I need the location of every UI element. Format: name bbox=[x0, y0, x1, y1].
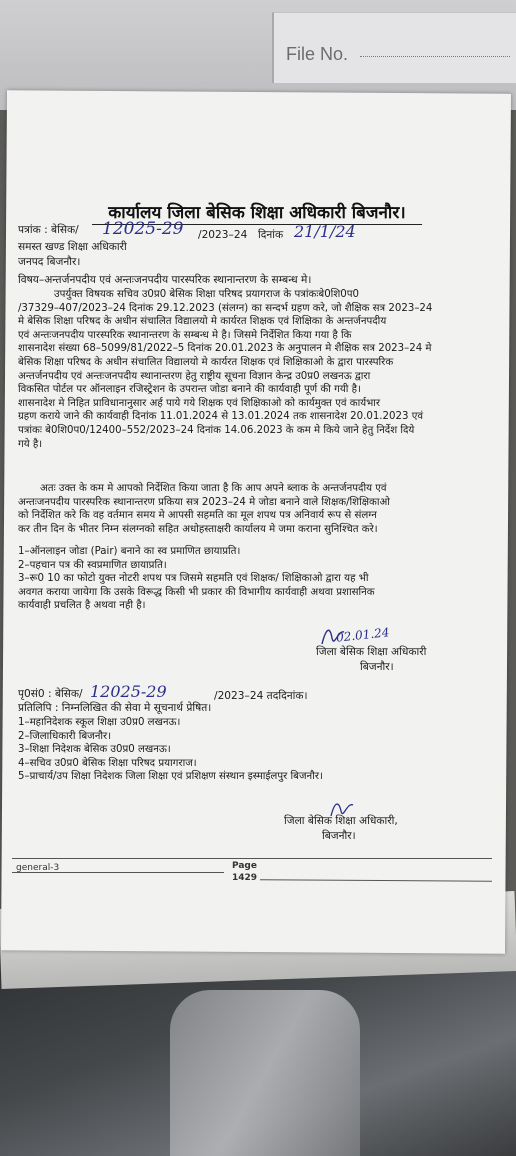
footer-page-number: 1429 bbox=[232, 873, 258, 883]
para1-line: ग्रहण कराये जाने की कार्यवाही दिनांक 11.01.2024 से 13.01.2024 तक शासनादेश 20.01.2023 एवं bbox=[18, 411, 424, 423]
list-item: 4–सचिव उ0प्र0 बेसिक शिक्षा परिषद प्रयागराज। bbox=[18, 757, 197, 769]
copy-ref-prefix: पृ0सं0 : बेसिक/ bbox=[18, 688, 83, 700]
copy-list bbox=[18, 716, 498, 784]
signature-2-place: बिजनौर। bbox=[322, 830, 356, 842]
para1-line: गये है। bbox=[18, 438, 43, 450]
para1-line: मे बेसिक शिक्षा परिषद के अधीन संचालित विद्यालयो मे कार्यरत शिक्षक एवं शिक्षिका के अन्तर्जनपदीय bbox=[18, 316, 387, 328]
list-item: 2–जिलाधिकारी बिजनौर। bbox=[18, 730, 112, 742]
ref-number-handwritten: 12025-29 bbox=[102, 219, 184, 239]
para1-line: विकसित पोर्टल पर ऑनलाइन रजिस्ट्रेशन के उपरान्त जोडा बनाने की कार्यवाही पूर्ण की गयी है। bbox=[18, 384, 361, 396]
footer-left-label: general-3 bbox=[16, 863, 60, 873]
para1-line: पत्रांकः बे0शि0प0/12400–552/2023–24 दिनांक 14.06.2023 के कम मे किये जाने हेतु निर्देश दिये bbox=[18, 424, 415, 436]
ref-year: /2023–24 bbox=[198, 229, 248, 241]
footer-rule bbox=[12, 872, 224, 873]
to-line-2: जनपद बिजनौर। bbox=[18, 256, 81, 268]
para1-line: शासनादेश संख्या 68–5099/81/2022–5 दिनांक 20.01.2023 के अनुपालन मे शैक्षिक सत्र 2023–24 मे bbox=[18, 343, 432, 355]
file-no-label: File No. bbox=[286, 44, 349, 64]
copy-intro: प्रतिलिपि : निम्नलिखित की सेवा मे सूचनार्थ प्रेषित। bbox=[18, 702, 212, 714]
list-item: 1–ऑनलाइन जोडा (Pair) बनाने का स्व प्रमाणित छायाप्रति। bbox=[18, 546, 241, 557]
para1-line: एवं अन्तःजनपदीय पारस्परिक स्थानान्तरण के सम्बन्ध मे है। जिसमे निर्देशित किया गया है कि bbox=[18, 329, 352, 341]
to-line-1: समस्त खण्ड शिक्षा अधिकारी bbox=[18, 241, 127, 253]
para2-line: अतः उक्त के कम मे आपको निर्देशित किया जाता है कि आप अपने ब्लाक के अन्तर्जनपदीय एवं bbox=[40, 483, 387, 494]
ref-prefix: पत्रांक : बेसिक/ bbox=[18, 224, 79, 236]
paragraph-2 bbox=[18, 482, 498, 536]
para2-line: अन्तःजनपदीय पारस्परिक स्थानान्तरण प्रकिया सत्र 2023–24 मे जोडा बनाने वाले शिक्षक/शिक्षिकाओ bbox=[18, 496, 390, 508]
list-item: 3–शिक्षा निदेशक बेसिक उ0प्र0 लखनऊ। bbox=[18, 744, 171, 756]
copy-ref-suffix: /2023–24 तददिनांक। bbox=[214, 690, 308, 702]
signature-1-place: बिजनौर। bbox=[360, 661, 394, 673]
para1-line: बेसिक शिक्षा परिषद के अधीन संचालित विद्यालयो मे कार्यरत शिक्षक एवं शिक्षिकाओ के द्वारा पारस्परिक bbox=[18, 356, 394, 368]
para1-line: अन्तर्जनपदीय एवं अन्तःजनपदीय स्थानान्तरण हेतु राष्ट्रीय सूचना विज्ञान केन्द्र उ0प्र0 लखनऊ द्वारा bbox=[18, 370, 371, 382]
list-item: अवगत कराया जायेगा कि उसके विरूद्ध किसी भी प्रकार की विभागीय कार्यवाही अथवा प्रशासनिक bbox=[18, 586, 375, 598]
para1-line: शासनादेश मे निहित प्राविधानानुसार अर्ह पाये गये शिक्षक एवं शिक्षिकाओ को कार्यमुक्त एवं कार्यभार bbox=[18, 397, 381, 409]
footer-rule bbox=[12, 858, 492, 859]
para1-line: /37329–407/2023–24 दिनांक 29.12.2023 (संलग्न) का सन्दर्भ ग्रहण करे, जो शैक्षिक सत्र 2023–24 bbox=[18, 302, 433, 314]
signature-1-designation: जिला बेसिक शिक्षा अधिकारी bbox=[316, 646, 427, 658]
list-item: 1–महानिदेशक स्कूल शिक्षा उ0प्र0 लखनऊ। bbox=[18, 717, 181, 728]
paragraph-1 bbox=[18, 288, 498, 451]
list-item: 5–प्राचार्य/उप शिक्षा निदेशक जिला शिक्षा एवं प्रशिक्षण संस्थान इस्माईलपुर बिजनौर। bbox=[18, 771, 323, 783]
hand-shadow bbox=[170, 990, 360, 1156]
para1-line: उपर्युक्त विषयक सचिव उ0प्र0 बेसिक शिक्षा परिषद प्रयागराज के पत्रांकःबे0शि0प0 bbox=[54, 289, 359, 300]
list-item: 2–पहचान पत्र की स्वप्रमाणित छायाप्रति। bbox=[18, 559, 167, 571]
footer-page-label: Page bbox=[232, 861, 257, 871]
copy-ref-number-handwritten: 12025-29 bbox=[90, 682, 167, 701]
letter-title: कार्यालय जिला बेसिक शिक्षा अधिकारी बिजनौर। bbox=[92, 200, 422, 225]
list-item: 3–रू0 10 का फोटो युक्त नोटरी शपथ पत्र जिसमे सहमति एवं शिक्षक/ शिक्षिकाओ द्वारा यह भी bbox=[18, 573, 369, 585]
enclosure-list bbox=[18, 545, 498, 613]
para2-line: को निर्देशित करे कि वह वर्तमान समय मे आपसी सहमति का मूल शपथ पत्र अनिवार्य रूप से संलग्न bbox=[18, 510, 377, 522]
file-no-dotted-line bbox=[360, 56, 510, 57]
list-item: कार्यवाही प्रचलित है अथवा नही है। bbox=[18, 600, 146, 612]
para2-line: कर तीन दिन के भीतर निम्न संलग्नको सहित अधोहस्ताक्षरी कार्यालय मे जमा कराना सुनिश्चित करे। bbox=[18, 523, 378, 535]
subject-line: विषय–अन्तर्जनपदीय एवं अन्तःजनपदीय पारस्परिक स्थानान्तरण के सम्बन्ध मे। bbox=[18, 274, 312, 286]
date-label: दिनांक bbox=[258, 229, 284, 241]
signature-date-handwritten: 02.01.24 bbox=[335, 625, 391, 645]
date-handwritten: 21/1/24 bbox=[294, 222, 356, 241]
signature-2-designation: जिला बेसिक शिक्षा अधिकारी, bbox=[284, 815, 398, 827]
